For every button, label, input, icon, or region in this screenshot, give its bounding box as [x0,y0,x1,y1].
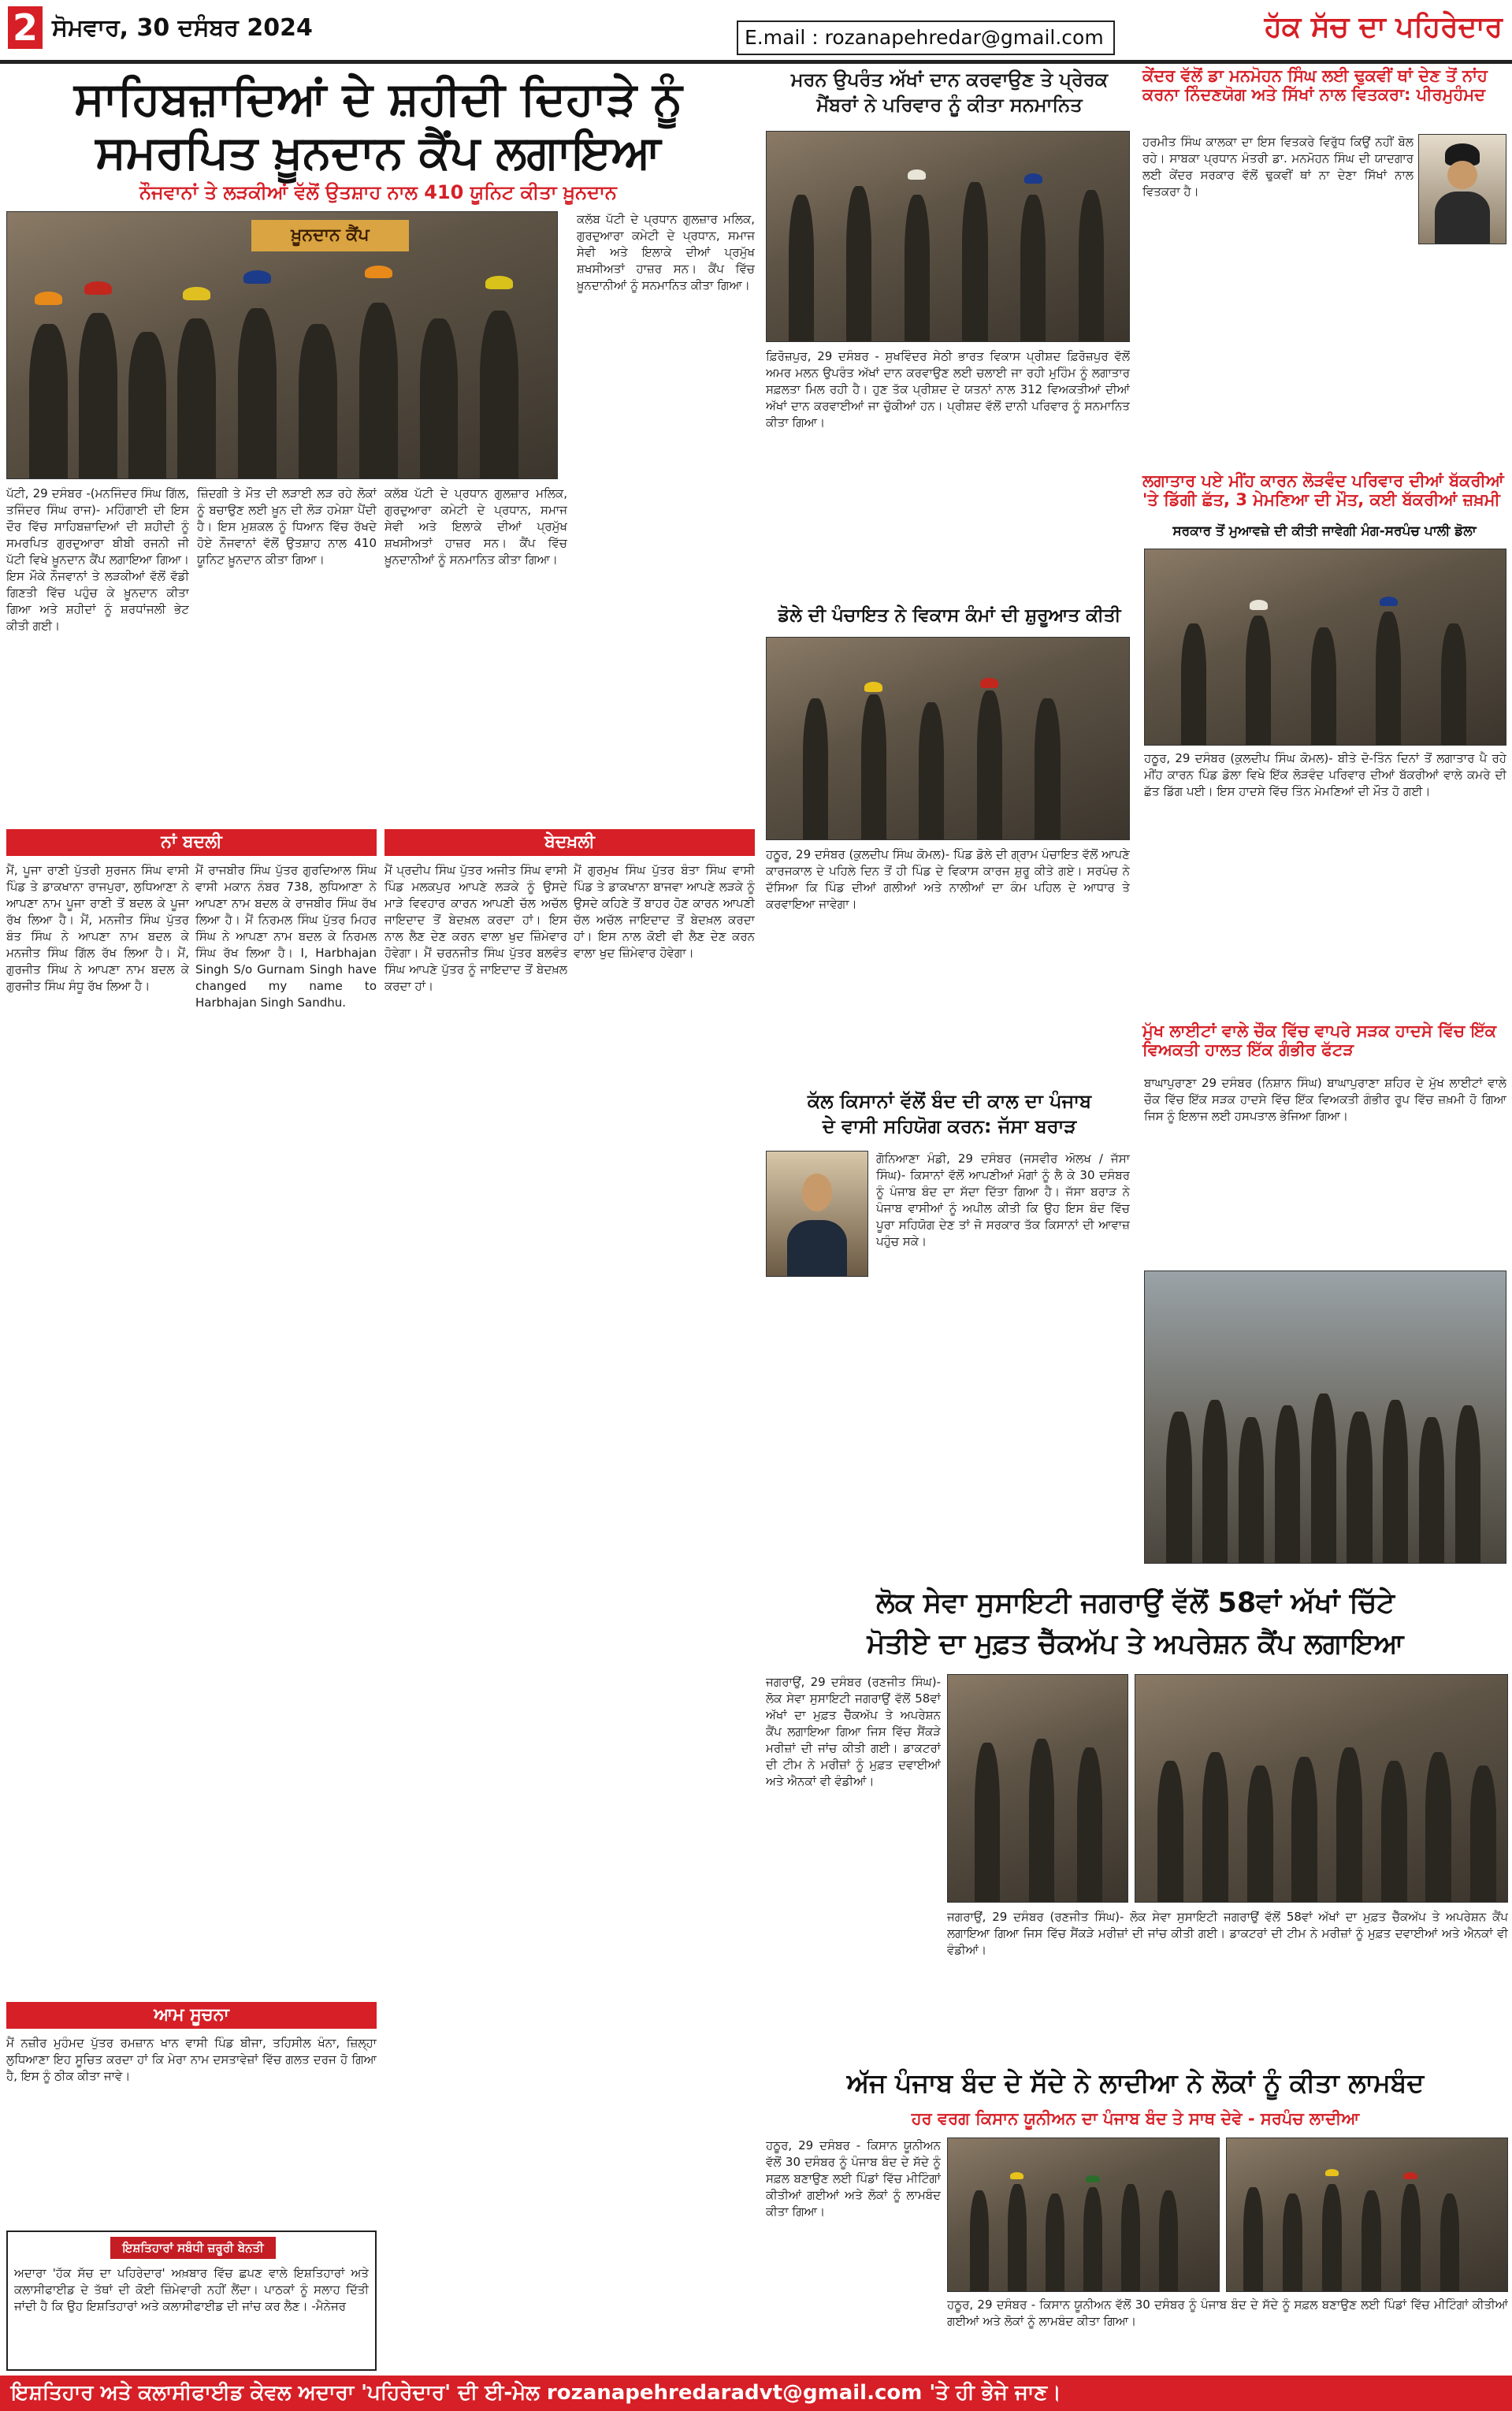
disinherit-heading: ਬੇਦਖ਼ਲੀ [385,829,755,856]
name-change-col1: ਮੈਂ, ਪੂਜਾ ਰਾਣੀ ਪੁੱਤਰੀ ਸੁਰਜਨ ਸਿੰਘ ਵਾਸੀ ਪਿੰਡ ਤੇ ਡਾਕਖਾਨਾ ਰਾਜਪੁਰਾ, ਲੁਧਿਆਣਾ ਨੇ ਆਪਣਾ ਨਾਮ ਪੂਜਾ ਰਾਣੀ ਤੋਂ ਬਦਲ ਕੇ ਪੂਜਾ ਰੱਖ ਲਿਆ ਹੈ। ਮੈਂ, ਮਨਜੀਤ ਸਿੰਘ ਪੁੱਤਰ ਬੰਤ ਸਿੰਘ ਨੇ ਆਪਣਾ ਨਾਮ ਬਦਲ ਕੇ ਮਨਜੀਤ ਸਿੰਘ ਗਿੱਲ ਰੱਖ ਲਿਆ ਹੈ। ਮੈਂ, ਗੁਰਜੀਤ ਸਿੰਘ ਨੇ ਆਪਣਾ ਨਾਮ ਬਦਲ ਕੇ ਗੁਰਜੀਤ ਸਿੰਘ ਸੰਧੂ ਰੱਖ ਲਿਆ ਹੈ। [6,863,189,993]
ad-disclaimer-box [6,2231,377,2371]
issue-date: ਸੋਮਵਾਰ, 30 ਦਸੰਬਰ 2024 [52,14,313,42]
eye-donation-headline-2: ਮੈਂਬਰਾਂ ਨੇ ਪਰਿਵਾਰ ਨੂੰ ਕੀਤਾ ਸਨਮਾਨਿਤ [816,94,1083,116]
drainage-headline: ਡੋਲੇ ਦੀ ਪੰਚਾਇਤ ਨੇ ਵਿਕਾਸ ਕੰਮਾਂ ਦੀ ਸ਼ੁਰੂਆਤ ਕੀਤੀ [778,605,1121,626]
lead-headline-line1: ਸਾਹਿਬਜ਼ਾਦਿਆਂ ਦੇ ਸ਼ਹੀਦੀ ਦਿਹਾੜੇ ਨੂੰ [73,72,682,125]
bandh-body: ਹਠੂਰ, 29 ਦਸੰਬਰ - ਕਿਸਾਨ ਯੂਨੀਅਨ ਵੱਲੋਂ 30 ਦਸੰਬਰ ਨੂੰ ਪੰਜਾਬ ਬੰਦ ਦੇ ਸੱਦੇ ਨੂੰ ਸਫ਼ਲ ਬਣਾਉਣ ਲਈ ਪਿੰਡਾਂ ਵਿੱਚ ਮੀਟਿੰਗਾਂ ਕੀਤੀਆਂ ਗਈਆਂ ਅਤੇ ਲੋਕਾਂ ਨੂੰ ਲਾਮਬੰਦ ਕੀਤਾ ਗਿਆ। [766,2138,941,2219]
bandh-body-2: ਹਠੂਰ, 29 ਦਸੰਬਰ - ਕਿਸਾਨ ਯੂਨੀਅਨ ਵੱਲੋਂ 30 ਦਸੰਬਰ ਨੂੰ ਪੰਜਾਬ ਬੰਦ ਦੇ ਸੱਦੇ ਨੂੰ ਸਫ਼ਲ ਬਣਾਉਣ ਲਈ ਪਿੰਡਾਂ ਵਿੱਚ ਮੀਟਿੰਗਾਂ ਕੀਤੀਆਂ ਗਈਆਂ ਅਤੇ ਲੋਕਾਂ ਨੂੰ ਲਾਮਬੰਦ ਕੀਤਾ ਗਿਆ। [947,2298,1508,2328]
right-low-photo [1144,1271,1506,1564]
public-notice-heading: ਆਮ ਸੂਚਨਾ [6,2002,377,2029]
right-mid-subheadline: ਸਰਕਾਰ ਤੋਂ ਮੁਆਵਜ਼ੇ ਦੀ ਕੀਤੀ ਜਾਵੇਗੀ ਮੰਗ-ਸਰਪੰਚ ਪਾਲੀ ਡੋਲਾ [1172,523,1477,539]
farmers-portrait [766,1151,868,1277]
lead-subheadline: ਨੌਜਵਾਨਾਂ ਤੇ ਲੜਕੀਆਂ ਵੱਲੋਂ ਉਤਸ਼ਾਹ ਨਾਲ 410 ਯੂਨਿਟ ਕੀਤਾ ਖ਼ੂਨਦਾਨ [139,181,617,203]
right-mid-body: ਹਠੂਰ, 29 ਦਸੰਬਰ (ਕੁਲਦੀਪ ਸਿੰਘ ਕੋਮਲ)- ਬੀਤੇ ਦੋ-ਤਿੰਨ ਦਿਨਾਂ ਤੋਂ ਲਗਾਤਾਰ ਪੈ ਰਹੇ ਮੀਂਹ ਕਾਰਨ ਪਿੰਡ ਡੋਲਾ ਵਿਖੇ ਇੱਕ ਲੋੜਵੰਦ ਪਰਿਵਾਰ ਦੀਆਂ ਬੱਕਰੀਆਂ ਵਾਲੇ ਕਮਰੇ ਦੀ ਛੱਤ ਡਿੱਗ ਪਈ। ਇਸ ਹਾਦਸੇ ਵਿੱਚ ਤਿੰਨ ਮੇਮਣਿਆਂ ਦੀ ਮੌਤ ਹੋ ਗਈ। [1144,751,1506,798]
right-low-body: ਬਾਘਾਪੁਰਾਣਾ 29 ਦਸੰਬਰ (ਨਿਸ਼ਾਨ ਸਿੰਘ) ਬਾਘਾਪੁਰਾਣਾ ਸ਼ਹਿਰ ਦੇ ਮੁੱਖ ਲਾਈਟਾਂ ਵਾਲੇ ਚੌਕ ਵਿੱਚ ਇੱਕ ਸੜਕ ਹਾਦਸੇ ਵਿੱਚ ਇੱਕ ਵਿਅਕਤੀ ਗੰਭੀਰ ਰੂਪ ਵਿੱਚ ਜ਼ਖ਼ਮੀ ਹੋ ਗਿਆ ਜਿਸ ਨੂੰ ਇਲਾਜ ਲਈ ਹਸਪਤਾਲ ਭੇਜਿਆ ਗਿਆ। [1144,1076,1506,1123]
lead-body-mid2: ਕਲੱਬ ਪੱਟੀ ਦੇ ਪ੍ਰਧਾਨ ਗੁਲਜ਼ਾਰ ਮਲਿਕ, ਗੁਰਦੁਆਰਾ ਕਮੇਟੀ ਦੇ ਪ੍ਰਧਾਨ, ਸਮਾਜ ਸੇਵੀ ਅਤੇ ਇਲਾਕੇ ਦੀਆਂ ਪ੍ਰਮੁੱਖ ਸ਼ਖਸੀਅਤਾਂ ਹਾਜ਼ਰ ਸਨ। ਕੈਂਪ ਵਿੱਚ ਖ਼ੂਨਦਾਨੀਆਂ ਨੂੰ ਸਨਮਾਨਿਤ ਕੀਤਾ ਗਿਆ। [385,486,567,567]
drainage-body: ਹਠੂਰ, 29 ਦਸੰਬਰ (ਕੁਲਦੀਪ ਸਿੰਘ ਕੋਮਲ)- ਪਿੰਡ ਡੋਲੇ ਦੀ ਗ੍ਰਾਮ ਪੰਚਾਇਤ ਵੱਲੋਂ ਆਪਣੇ ਕਾਰਜਕਾਲ ਦੇ ਪਹਿਲੇ ਦਿਨ ਤੋਂ ਹੀ ਪਿੰਡ ਦੇ ਵਿਕਾਸ ਕਾਰਜ ਸ਼ੁਰੂ ਕੀਤੇ ਗਏ। ਸਰਪੰਚ ਨੇ ਦੱਸਿਆ ਕਿ ਪਿੰਡ ਦੀਆਂ ਗਲੀਆਂ ਅਤੇ ਨਾਲੀਆਂ ਦਾ ਕੰਮ ਪਹਿਲ ਦੇ ਆਧਾਰ ਤੇ ਕਰਵਾਇਆ ਜਾਵੇਗਾ। [766,847,1130,911]
lead-headline-line2: ਸਮਰਪਿਤ ਖ਼ੂਨਦਾਨ ਕੈਂਪ ਲਗਾਇਆ [95,125,661,179]
eye-camp-photo-1 [947,1674,1128,1903]
lead-body-mid: ਜ਼ਿੰਦਗੀ ਤੇ ਮੌਤ ਦੀ ਲੜਾਈ ਲੜ ਰਹੇ ਲੋਕਾਂ ਨੂੰ ਬਚਾਉਣ ਲਈ ਖ਼ੂਨ ਦੀ ਲੋੜ ਹਮੇਸ਼ਾ ਪੈਂਦੀ ਹੈ। ਇਸ ਮੁਸ਼ਕਲ ਨੂੰ ਧਿਆਨ ਵਿੱਚ ਰੱਖਦੇ ਹੋਏ ਨੌਜਵਾਨਾਂ ਵੱਲੋਂ ਉਤਸ਼ਾਹ ਨਾਲ 410 ਯੂਨਿਟ ਖ਼ੂਨਦਾਨ ਕੀਤਾ ਗਿਆ। [197,486,377,567]
right-top-portrait [1418,134,1506,244]
farmers-headline-1: ਕੱਲ ਕਿਸਾਨਾਂ ਵੱਲੋਂ ਬੰਦ ਦੀ ਕਾਲ ਦਾ ਪੰਜਾਬ [807,1090,1092,1112]
right-top-headline: ਕੇਂਦਰ ਵੱਲੋਂ ਡਾ ਮਨਮੋਹਨ ਸਿੰਘ ਲਈ ਢੁਕਵੀਂ ਥਾਂ ਦੇਣ ਤੋਂ ਨਾਂਹ ਕਰਨਾ ਨਿੰਦਣਯੋਗ ਅਤੇ ਸਿੱਖਾਂ ਨਾਲ ਵਿਤਕਰਾ: ਪੀਰਮੁਹੰਮਦ [1142,66,1488,105]
lead-photo [6,211,558,479]
right-top-body: ਹਰਮੀਤ ਸਿੰਘ ਕਾਲਕਾ ਦਾ ਇਸ ਵਿਤਕਰੇ ਵਿਰੁੱਧ ਕਿਉਂ ਨਹੀਂ ਬੋਲ ਰਹੇ। ਸਾਬਕਾ ਪ੍ਰਧਾਨ ਮੰਤਰੀ ਡਾ. ਮਨਮੋਹਨ ਸਿੰਘ ਦੀ ਯਾਦਗਾਰ ਲਈ ਕੇਂਦਰ ਸਰਕਾਰ ਵੱਲੋਂ ਢੁਕਵੀਂ ਥਾਂ ਨਾ ਦੇਣਾ ਸਿੱਖਾਂ ਨਾਲ ਵਿਤਕਰਾ ਹੈ। [1142,135,1414,199]
ad-disclaimer-title: ਇਸ਼ਤਿਹਾਰਾਂ ਸਬੰਧੀ ਜ਼ਰੂਰੀ ਬੇਨਤੀ [110,2237,276,2259]
name-change-col2: ਮੈਂ ਰਾਜਬੀਰ ਸਿੰਘ ਪੁੱਤਰ ਗੁਰਦਿਆਲ ਸਿੰਘ ਵਾਸੀ ਮਕਾਨ ਨੰਬਰ 738, ਲੁਧਿਆਣਾ ਨੇ ਆਪਣਾ ਨਾਮ ਬਦਲ ਕੇ ਰਾਜਬੀਰ ਸਿੰਘ ਰੱਖ ਲਿਆ ਹੈ। ਮੈਂ ਨਿਰਮਲ ਸਿੰਘ ਪੁੱਤਰ ਮਿਹਰ ਸਿੰਘ ਨੇ ਆਪਣਾ ਨਾਮ ਬਦਲ ਕੇ ਨਿਰਮਲ ਸਿੰਘ ਰੱਖ ਲਿਆ ਹੈ। I, Harbhajan Singh S/o Gurnam Singh have changed my name to Harbhajan Singh Sandhu. [195,863,377,1010]
public-notice-body: ਮੈਂ ਨਜ਼ੀਰ ਮੁਹੰਮਦ ਪੁੱਤਰ ਰਮਜ਼ਾਨ ਖਾਨ ਵਾਸੀ ਪਿੰਡ ਬੀਜਾ, ਤਹਿਸੀਲ ਖੰਨਾ, ਜ਼ਿਲ੍ਹਾ ਲੁਧਿਆਣਾ ਇਹ ਸੂਚਿਤ ਕਰਦਾ ਹਾਂ ਕਿ ਮੇਰਾ ਨਾਮ ਦਸਤਾਵੇਜ਼ਾਂ ਵਿੱਚ ਗਲਤ ਦਰਜ ਹੋ ਗਿਆ ਹੈ, ਇਸ ਨੂੰ ਠੀਕ ਕੀਤਾ ਜਾਵੇ। [6,2036,377,2083]
photo-banner: ਖ਼ੂਨਦਾਨ ਕੈਂਪ [251,220,409,251]
name-change-heading: ਨਾਂ ਬਦਲੀ [6,829,377,856]
page-number: 2 [8,6,43,49]
lead-body-left: ਪੱਟੀ, 29 ਦਸੰਬਰ -(ਮਨਜਿੰਦਰ ਸਿੰਘ ਗਿੱਲ, ਤਜਿੰਦਰ ਸਿੰਘ ਰਾਜ)- ਮਹਿੰਗਾਈ ਦੀ ਇਸ ਦੌਰ ਵਿੱਚ ਸਾਹਿਬਜ਼ਾਦਿਆਂ ਦੀ ਸ਼ਹੀਦੀ ਨੂੰ ਸਮਰਪਿਤ ਗੁਰਦੁਆਰਾ ਬੀਬੀ ਰਜਨੀ ਜੀ ਪੱਟੀ ਵਿਖੇ ਖ਼ੂਨਦਾਨ ਕੈਂਪ ਲਗਾਇਆ ਗਿਆ। ਇਸ ਮੌਕੇ ਨੌਜਵਾਨਾਂ ਤੇ ਲੜਕੀਆਂ ਵੱਲੋਂ ਵੱਡੀ ਗਿਣਤੀ ਵਿੱਚ ਪਹੁੰਚ ਕੇ ਖ਼ੂਨਦਾਨ ਕੀਤਾ ਗਿਆ ਅਤੇ ਸ਼ਹੀਦਾਂ ਨੂੰ ਸ਼ਰਧਾਂਜਲੀ ਭੇਟ ਕੀਤੀ ਗਈ। [6,486,189,633]
eye-donation-photo [766,131,1130,342]
drainage-photo [766,637,1130,840]
header-rule [0,60,1512,64]
eye-camp-photo-2 [1135,1674,1508,1903]
bandh-photo-1 [947,2138,1220,2292]
right-low-headline: ਮੁੱਖ ਲਾਈਟਾਂ ਵਾਲੇ ਚੌਕ ਵਿੱਚ ਵਾਪਰੇ ਸੜਕ ਹਾਦਸੇ ਵਿੱਚ ਇੱਕ ਵਿਅਕਤੀ ਹਾਲਤ ਇੱਕ ਗੰਭੀਰ ਫੱਟੜ [1142,1021,1497,1060]
ad-disclaimer-body: ਅਦਾਰਾ 'ਹੱਕ ਸੱਚ ਦਾ ਪਹਿਰੇਦਾਰ' ਅਖ਼ਬਾਰ ਵਿੱਚ ਛਪਣ ਵਾਲੇ ਇਸ਼ਤਿਹਾਰਾਂ ਅਤੇ ਕਲਾਸੀਫਾਈਡ ਦੇ ਤੱਥਾਂ ਦੀ ਕੋਈ ਜ਼ਿੰਮੇਵਾਰੀ ਨਹੀਂ ਲੈਂਦਾ। ਪਾਠਕਾਂ ਨੂੰ ਸਲਾਹ ਦਿੱਤੀ ਜਾਂਦੀ ਹੈ ਕਿ ਉਹ ਇਸ਼ਤਿਹਾਰਾਂ ਅਤੇ ਕਲਾਸੀਫਾਈਡ ਦੀ ਜਾਂਚ ਕਰ ਲੈਣ। -ਮੈਨੇਜਰ [14,2266,369,2313]
farmers-headline-2: ਦੇ ਵਾਸੀ ਸਹਿਯੋਗ ਕਰਨ: ਜੱਸਾ ਬਰਾੜ [822,1115,1077,1137]
eye-donation-body: ਫ਼ਿਰੋਜ਼ਪੁਰ, 29 ਦਸੰਬਰ - ਸੁਖਵਿੰਦਰ ਸੇਠੀ ਭਾਰਤ ਵਿਕਾਸ ਪ੍ਰੀਸ਼ਦ ਫ਼ਿਰੋਜ਼ਪੁਰ ਵੱਲੋਂ ਅਮਰ ਮਲਨ ਉਪਰੰਤ ਅੱਖਾਂ ਦਾਨ ਕਰਵਾਉਣ ਲਈ ਚਲਾਈ ਜਾ ਰਹੀ ਮੁਹਿੰਮ ਨੂੰ ਲਗਾਤਾਰ ਸਫ਼ਲਤਾ ਮਿਲ ਰਹੀ ਹੈ। ਹੁਣ ਤੱਕ ਪ੍ਰੀਸ਼ਦ ਦੇ ਯਤਨਾਂ ਨਾਲ 312 ਵਿਅਕਤੀਆਂ ਦੀਆਂ ਅੱਖਾਂ ਦਾਨ ਕਰਵਾਈਆਂ ਜਾ ਚੁੱਕੀਆਂ ਹਨ। ਪ੍ਰੀਸ਼ਦ ਵੱਲੋਂ ਦਾਨੀ ਪਰਿਵਾਰ ਨੂੰ ਸਨਮਾਨਿਤ ਕੀਤਾ ਗਿਆ। [766,349,1130,430]
disinherit-col1: ਮੈਂ ਪ੍ਰਦੀਪ ਸਿੰਘ ਪੁੱਤਰ ਅਜੀਤ ਸਿੰਘ ਵਾਸੀ ਪਿੰਡ ਮਲਕਪੁਰ ਆਪਣੇ ਲੜਕੇ ਨੂੰ ਉਸਦੇ ਮਾੜੇ ਵਿਵਹਾਰ ਕਾਰਨ ਆਪਣੀ ਚੱਲ ਅਚੱਲ ਜਾਇਦਾਦ ਤੋਂ ਬੇਦਖ਼ਲ ਕਰਦਾ ਹਾਂ। ਇਸ ਨਾਲ ਲੈਣ ਦੇਣ ਕਰਨ ਵਾਲਾ ਖੁਦ ਜ਼ਿੰਮੇਵਾਰ ਹੋਵੇਗਾ। ਮੈਂ ਚਰਨਜੀਤ ਸਿੰਘ ਪੁੱਤਰ ਬਲਵੰਤ ਸਿੰਘ ਆਪਣੇ ਪੁੱਤਰ ਨੂੰ ਜਾਇਦਾਦ ਤੋਂ ਬੇਦਖ਼ਲ ਕਰਦਾ ਹਾਂ। [385,863,567,993]
eye-donation-headline-1: ਮਰਨ ਉਪਰੰਤ ਅੱਖਾਂ ਦਾਨ ਕਰਵਾਉਣ ਤੇ ਪ੍ਰੇਰਕ [790,69,1109,91]
disinherit-col2: ਮੈਂ ਗੁਰਮੁਖ ਸਿੰਘ ਪੁੱਤਰ ਬੰਤਾ ਸਿੰਘ ਵਾਸੀ ਪਿੰਡ ਤੇ ਡਾਕਖਾਨਾ ਬਾਜਵਾ ਆਪਣੇ ਲੜਕੇ ਨੂੰ ਉਸਦੇ ਕਹਿਣੇ ਤੋਂ ਬਾਹਰ ਹੋਣ ਕਾਰਨ ਆਪਣੀ ਚੱਲ ਅਚੱਲ ਜਾਇਦਾਦ ਤੋਂ ਬੇਦਖ਼ਲ ਕਰਦਾ ਹਾਂ। ਇਸ ਨਾਲ ਕੋਈ ਵੀ ਲੈਣ ਦੇਣ ਕਰਨ ਵਾਲਾ ਖੁਦ ਜ਼ਿੰਮੇਵਾਰ ਹੋਵੇਗਾ। [574,863,755,960]
header-email[interactable]: E.mail : rozanapehredar@gmail.com [737,20,1115,55]
eye-camp-body: ਜਗਰਾਉਂ, 29 ਦਸੰਬਰ (ਰਣਜੀਤ ਸਿੰਘ)- ਲੋਕ ਸੇਵਾ ਸੁਸਾਇਟੀ ਜਗਰਾਉਂ ਵੱਲੋਂ 58ਵਾਂ ਅੱਖਾਂ ਦਾ ਮੁਫ਼ਤ ਚੈੱਕਅੱਪ ਤੇ ਅਪਰੇਸ਼ਨ ਕੈਂਪ ਲਗਾਇਆ ਗਿਆ ਜਿਸ ਵਿੱਚ ਸੈਂਕੜੇ ਮਰੀਜ਼ਾਂ ਦੀ ਜਾਂਚ ਕੀਤੀ ਗਈ। ਡਾਕਟਰਾਂ ਦੀ ਟੀਮ ਨੇ ਮਰੀਜ਼ਾਂ ਨੂੰ ਮੁਫ਼ਤ ਦਵਾਈਆਂ ਅਤੇ ਐਨਕਾਂ ਵੀ ਵੰਡੀਆਂ। [766,1675,941,1788]
farmers-body: ਗੋਨਿਆਣਾ ਮੰਡੀ, 29 ਦਸੰਬਰ (ਜਸਵੀਰ ਅੋਲਖ / ਜੱਸਾ ਸਿੰਘ)- ਕਿਸਾਨਾਂ ਵੱਲੋਂ ਆਪਣੀਆਂ ਮੰਗਾਂ ਨੂੰ ਲੈ ਕੇ 30 ਦਸੰਬਰ ਨੂੰ ਪੰਜਾਬ ਬੰਦ ਦਾ ਸੱਦਾ ਦਿੱਤਾ ਗਿਆ ਹੈ। ਜੱਸਾ ਬਰਾੜ ਨੇ ਪੰਜਾਬ ਵਾਸੀਆਂ ਨੂੰ ਅਪੀਲ ਕੀਤੀ ਕਿ ਉਹ ਇਸ ਬੰਦ ਵਿੱਚ ਪੂਰਾ ਸਹਿਯੋਗ ਦੇਣ ਤਾਂ ਜੋ ਸਰਕਾਰ ਤੱਕ ਕਿਸਾਨਾਂ ਦੀ ਆਵਾਜ਼ ਪਹੁੰਚ ਸਕੇ। [876,1152,1130,1248]
right-mid-photo [1144,549,1506,746]
eye-camp-headline-2: ਮੋਤੀਏ ਦਾ ਮੁਫ਼ਤ ਚੈੱਕਅੱਪ ਤੇ ਅਪਰੇਸ਼ਨ ਕੈਂਪ ਲਗਾਇਆ [867,1628,1404,1660]
right-mid-headline: ਲਗਾਤਾਰ ਪਏ ਮੀਂਹ ਕਾਰਨ ਲੋੜਵੰਦ ਪਰਿਵਾਰ ਦੀਆਂ ਬੱਕਰੀਆਂ 'ਤੇ ਡਿੱਗੀ ਛੱਤ, 3 ਮੇਮਣਿਆ ਦੀ ਮੌਤ, ਕਈ ਬੱਕਰੀਆਂ ਜ਼ਖ਼ਮੀ [1142,471,1504,510]
eye-camp-headline-1: ਲੋਕ ਸੇਵਾ ਸੁਸਾਇਟੀ ਜਗਰਾਉਂ ਵੱਲੋਂ 58ਵਾਂ ਅੱਖਾਂ ਚਿੱਟੇ [876,1587,1395,1619]
bandh-photo-2 [1226,2138,1508,2292]
lead-body-right: ਕਲੱਬ ਪੱਟੀ ਦੇ ਪ੍ਰਧਾਨ ਗੁਲਜ਼ਾਰ ਮਲਿਕ, ਗੁਰਦੁਆਰਾ ਕਮੇਟੀ ਦੇ ਪ੍ਰਧਾਨ, ਸਮਾਜ ਸੇਵੀ ਅਤੇ ਇਲਾਕੇ ਦੀਆਂ ਪ੍ਰਮੁੱਖ ਸ਼ਖਸੀਅਤਾਂ ਹਾਜ਼ਰ ਸਨ। ਕੈਂਪ ਵਿੱਚ ਖ਼ੂਨਦਾਨੀਆਂ ਨੂੰ ਸਨਮਾਨਿਤ ਕੀਤਾ ਗਿਆ। [577,212,755,292]
eye-camp-body-2: ਜਗਰਾਉਂ, 29 ਦਸੰਬਰ (ਰਣਜੀਤ ਸਿੰਘ)- ਲੋਕ ਸੇਵਾ ਸੁਸਾਇਟੀ ਜਗਰਾਉਂ ਵੱਲੋਂ 58ਵਾਂ ਅੱਖਾਂ ਦਾ ਮੁਫ਼ਤ ਚੈੱਕਅੱਪ ਤੇ ਅਪਰੇਸ਼ਨ ਕੈਂਪ ਲਗਾਇਆ ਗਿਆ ਜਿਸ ਵਿੱਚ ਸੈਂਕੜੇ ਮਰੀਜ਼ਾਂ ਦੀ ਜਾਂਚ ਕੀਤੀ ਗਈ। ਡਾਕਟਰਾਂ ਦੀ ਟੀਮ ਨੇ ਮਰੀਜ਼ਾਂ ਨੂੰ ਮੁਫ਼ਤ ਦਵਾਈਆਂ ਅਤੇ ਐਨਕਾਂ ਵੀ ਵੰਡੀਆਂ। [947,1910,1508,1957]
footer-ad-notice: ਇਸ਼ਤਿਹਾਰ ਅਤੇ ਕਲਾਸੀਫਾਈਡ ਕੇਵਲ ਅਦਾਰਾ 'ਪਹਿਰੇਦਾਰ' ਦੀ ਈ-ਮੇਲ rozanapehredaradvt@gmail.com 'ਤੇ ਹੀ ਭੇਜੇ ਜਾਣ। [0,2376,1512,2411]
masthead-brand: ਹੱਕ ਸੱਚ ਦਾ ਪਹਿਰੇਦਾਰ [1264,11,1503,43]
bandh-headline: ਅੱਜ ਪੰਜਾਬ ਬੰਦ ਦੇ ਸੱਦੇ ਨੇ ਲਾਦੀਆ ਨੇ ਲੋਕਾਂ ਨੂੰ ਕੀਤਾ ਲਾਮਬੰਦ [846,2067,1425,2098]
bandh-subheadline: ਹਰ ਵਰਗ ਕਿਸਾਨ ਯੂਨੀਅਨ ਦਾ ਪੰਜਾਬ ਬੰਦ ਤੇ ਸਾਥ ਦੇਵੇ - ਸਰਪੰਚ ਲਾਦੀਆ [911,2109,1360,2128]
